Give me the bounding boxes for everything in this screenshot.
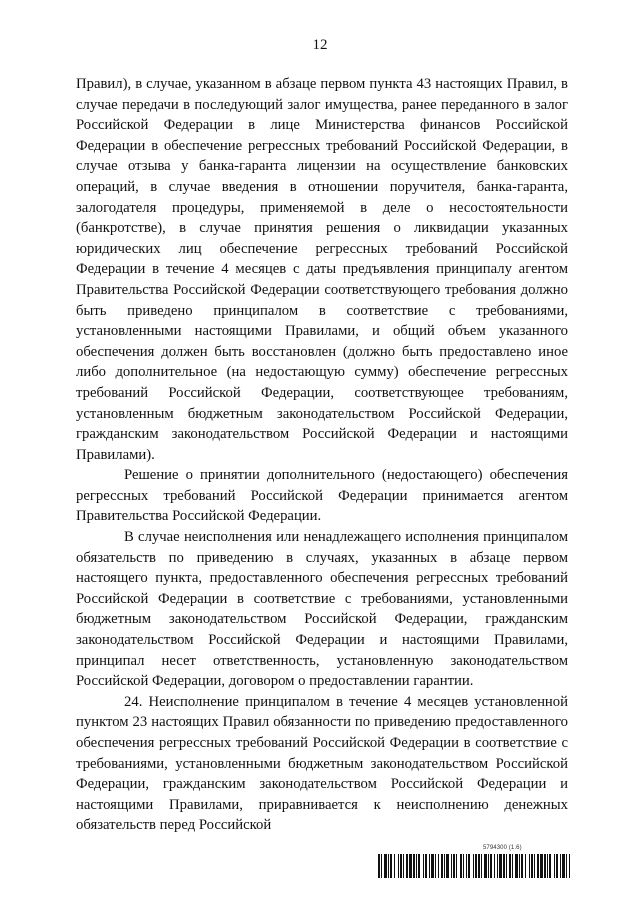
barcode-bar [460, 854, 462, 878]
barcode-bar [453, 854, 455, 878]
barcode-bar [425, 854, 427, 878]
barcode-bar [540, 854, 543, 878]
barcode-bar [463, 854, 464, 878]
barcode-bar [423, 854, 424, 878]
barcode-bar [537, 854, 539, 878]
barcode-bar [468, 854, 470, 878]
barcode-bar [400, 854, 402, 878]
barcode-bar [394, 854, 395, 878]
barcode-bar [473, 854, 474, 878]
barcode-bar [478, 854, 480, 878]
barcode-bar [494, 854, 495, 878]
barcode-bar [390, 854, 392, 878]
barcode-bar [481, 854, 482, 878]
barcode-bar [512, 854, 513, 878]
barcode-bar [506, 854, 507, 878]
barcode-bar [435, 854, 436, 878]
barcode-bar [556, 854, 558, 878]
barcode-bar [547, 854, 548, 878]
barcode-bar [484, 854, 487, 878]
barcode-bar [475, 854, 477, 878]
paragraph-continuation: Правил), в случае, указанном в абзаце первом пункта 43 настоящих Правил, в случае передачи в последующий залог имущества, ранее переданного в залог Российской Федерации в лице Министерства финансов Российской Федерации в обеспечение регрессных требований Российской Федерации, в случае отзыва у банка-гаранта лицензии на осуществление банковских операций, в случае введения в отношении поручителя, банка-гаранта, залогодателя процедуры, применяемой в деле о несостоятельности (банкротстве), в случае принятия решения о ликвидации указанных юридических лиц обеспечение регрессных требований Российской Федерации в течение 4 месяцев с даты предъявления принципалу агентом Правительства Российской Федерации соответствующего требования должно быть приведено принципалом в соответствие с требованиями, установленными настоящими Правилами, и общий объем указанного обеспечения должен быть восстановлен (должно быть предоставлено иное либо дополнительное (на недостающую сумму) обеспечение регрессных требований Российской Федерации, соответствующее требованиям, установленным бюджетным законодательством Российской Федерации, гражданским законодательством Российской Федерации и настоящими Правилами). [76, 76, 568, 463]
barcode-bar [456, 854, 457, 878]
paragraph-decision: Решение о принятии дополнительного (недостающего) обеспечения регрессных требований Российской Федерации принимается агентом Правительства Российской Федерации. [76, 467, 568, 525]
barcode-bar [497, 854, 498, 878]
page-number: 12 [312, 37, 328, 53]
barcode-bar [406, 854, 408, 878]
barcode-bar [503, 854, 505, 878]
barcode-bar [403, 854, 404, 878]
barcode-bar [531, 854, 533, 878]
barcode-bar [398, 854, 399, 878]
barcode-bar [562, 854, 565, 878]
barcode-bar [490, 854, 492, 878]
barcode-bar [438, 854, 439, 878]
barcode-bar [418, 854, 420, 878]
barcode-bar [560, 854, 561, 878]
barcode-bar [499, 854, 502, 878]
barcode-bar [509, 854, 511, 878]
barcode-icon [378, 854, 570, 878]
barcode-bar [534, 854, 535, 878]
barcode-bar [569, 854, 570, 878]
barcode-bar [544, 854, 546, 878]
barcode-bar [466, 854, 467, 878]
barcode-bar [566, 854, 567, 878]
barcode-bar [444, 854, 445, 878]
barcode-bar [554, 854, 555, 878]
barcode-bar [384, 854, 387, 878]
barcode-bar [525, 854, 526, 878]
barcode-bar [416, 854, 417, 878]
barcode-bar [381, 854, 382, 878]
barcode-bar [549, 854, 551, 878]
barcode-bar [429, 854, 430, 878]
barcode-bar [446, 854, 449, 878]
barcode-bar [451, 854, 452, 878]
barcode-bar [521, 854, 523, 878]
barcode-bar [515, 854, 518, 878]
barcode-bar [519, 854, 520, 878]
barcode-bar [488, 854, 489, 878]
barcode-bar [388, 854, 389, 878]
document-code: 5794300 (1.6) [483, 845, 522, 851]
barcode-bar [441, 854, 443, 878]
document-body [76, 74, 568, 836]
paragraph-liability: В случае неисполнения или ненадлежащего исполнения принципалом обязательств по приведению в случаях, указанных в абзаце первом настоящего пункта, предоставленного обеспечения регрессных требований Российской Федерации в соответствие с требованиями, установленными бюджетным законодательством Российской Федерации, гражданским законодательством Российской Федерации и настоящими Правилами, принципал несет ответственность, установленную законодательством Российской Федерации, договором о предоставлении гарантии. [76, 529, 568, 690]
barcode-bar [413, 854, 415, 878]
barcode-bar [378, 854, 380, 878]
barcode-bar [529, 854, 530, 878]
paragraph-item-24: 24. Неисполнение принципалом в течение 4 месяцев установленной пунктом 23 настоящих Правил обязанности по приведению предоставленного обеспечения регрессных требований Российской Федерации в соответствие с требованиями, установленными бюджетным законодательством Российской Федерации, гражданским законодательством Российской Федерации и настоящими Правилами, приравнивается к неисполнению денежных обязательств перед Российской [76, 693, 568, 834]
barcode-bar [431, 854, 434, 878]
barcode-bar [409, 854, 412, 878]
